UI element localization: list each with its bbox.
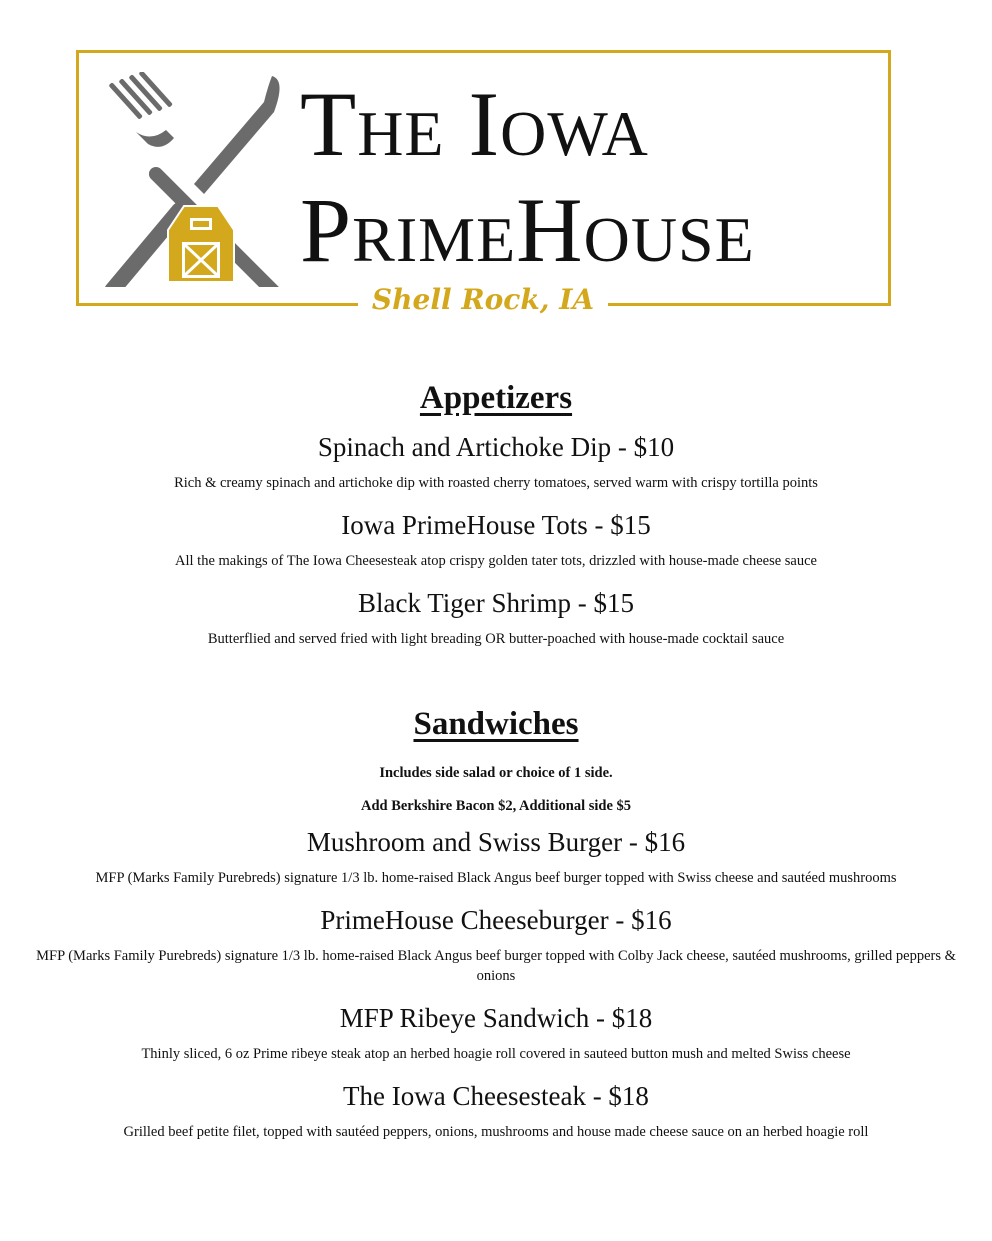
menu-item-description: MFP (Marks Family Purebreds) signature 1/3 lb. home-raised Black Angus beef burger topped with Swiss cheese and sautéed mushrooms: [95, 870, 897, 886]
menu-item-name: The Iowa Cheesesteak - $18: [343, 1081, 649, 1111]
menu-item-name: Spinach and Artichoke Dip - $10: [317, 432, 675, 462]
menu-item-name: Iowa PrimeHouse Tots - $15: [341, 510, 651, 540]
section-title-appetizers: Appetizers: [419, 380, 573, 416]
section-title-sandwiches: Sandwiches: [413, 706, 579, 742]
menu-item-name: MFP Ribeye Sandwich - $18: [339, 1003, 653, 1033]
menu-item-description: Grilled beef petite filet, topped with sautéed peppers, onions, mushrooms and house made cheese sauce on an herbed hoagie roll: [123, 1124, 869, 1140]
brand-name-line-2: PrimeHouse: [300, 179, 755, 281]
sandwich-side-note: Includes side salad or choice of 1 side.: [379, 765, 613, 781]
menu-content: [20, 375, 972, 1142]
menu-item-description: Butterflied and served fried with light breading OR butter-poached with house-made cocktail sauce: [207, 631, 785, 647]
menu-item-description: Thinly sliced, 6 oz Prime ribeye steak atop an herbed hoagie roll covered in sauteed button mush and melted Swiss cheese: [141, 1046, 851, 1062]
menu-item-name: PrimeHouse Cheeseburger - $16: [320, 905, 672, 935]
menu-item-name: Black Tiger Shrimp - $15: [357, 588, 634, 618]
menu-item-description: MFP (Marks Family Purebreds) signature 1/3 lb. home-raised Black Angus beef burger topped with Colby Jack cheese, sautéed mushrooms, grilled peppers & onions: [36, 948, 956, 984]
crossed-fork-knife-barn-icon: [96, 72, 306, 287]
location-label: Shell Rock, IA: [371, 283, 595, 316]
barn-icon: [168, 206, 234, 282]
menu-item-description: All the makings of The Iowa Cheesesteak atop crispy golden tater tots, drizzled with house-made cheese sauce: [175, 553, 817, 569]
menu-item-name: Mushroom and Swiss Burger - $16: [306, 827, 686, 857]
menu-item-description: Rich & creamy spinach and artichoke dip with roasted cherry tomatoes, served warm with crispy tortilla points: [174, 475, 818, 491]
brand-name-line-1: The Iowa: [300, 73, 649, 175]
sandwich-addon-note: Add Berkshire Bacon $2, Additional side $5: [360, 798, 632, 814]
